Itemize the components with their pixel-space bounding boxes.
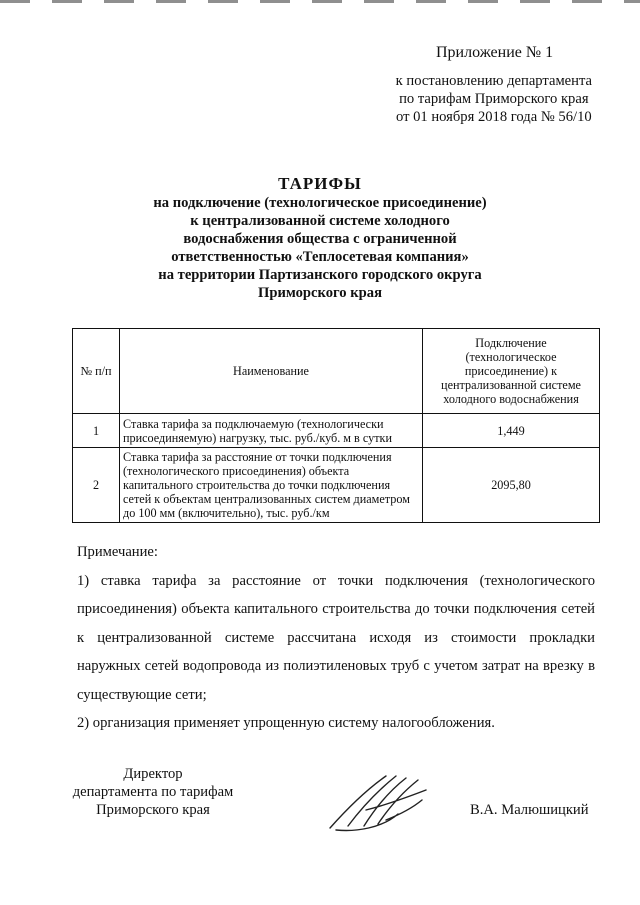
row-num: 2 (73, 448, 120, 523)
row-name: Ставка тарифа за расстояние от точки подключения (технологического присоединения) объекта капитального строительства до точки подключения сетей к объектам централизованных систем диаметром до 100 мм (включительно), тыс. руб./км (120, 448, 423, 523)
row-num: 1 (73, 414, 120, 448)
title-line: на подключение (технологическое присоединение) (153, 195, 487, 211)
header-value (423, 329, 600, 414)
document-title (120, 174, 520, 302)
header-name: Наименование (120, 329, 423, 414)
title-line: Приморского края (258, 285, 382, 301)
annex-label: Приложение № 1 (436, 44, 554, 61)
title-line: водоснабжения общества с ограниченной (183, 231, 457, 247)
title-line: ответственностью «Теплосетевая компания» (171, 249, 469, 265)
decree-line: по тарифам Приморского края (399, 91, 589, 107)
row-value: 2095,80 (423, 448, 600, 523)
notes-heading: Примечание: (77, 544, 158, 560)
title-line: к централизованной системе холодного (190, 213, 450, 229)
row-value: 1,449 (423, 414, 600, 448)
table-row (73, 414, 600, 448)
table-row (73, 448, 600, 523)
position-line: Приморского края (96, 802, 210, 818)
title-main: ТАРИФЫ (278, 174, 362, 193)
decree-line: к постановлению департамента (395, 73, 592, 89)
tariff-table (72, 328, 600, 523)
decree-reference (396, 72, 592, 126)
signatory-position (62, 765, 244, 819)
handwritten-signature (326, 770, 436, 834)
notes-section (77, 538, 595, 738)
position-line: департамента по тарифам (72, 784, 234, 800)
header-num: № п/п (73, 329, 120, 414)
note-item: 2) организация применяет упрощенную систему налогообложения. (77, 715, 495, 731)
position-line: Директор (123, 766, 183, 782)
header-value-text: Подключение (технологическое присоединение) к централизованной системе холодного водоснабжения (441, 336, 581, 406)
scan-edge (0, 0, 640, 3)
table-header-row (73, 329, 600, 414)
note-item: 1) ставка тарифа за расстояние от точки подключения (технологического присоединения) объекта капитального строительства до точки подключения сетей к централизованной системе рассчитана исходя из стоимости прокладки наружных сетей водопровода из полиэтиленовых труб с учетом затрат на врезку в существующие сети; (77, 572, 595, 703)
decree-line: от 01 ноября 2018 года № 56/10 (395, 109, 592, 125)
signatory-name: В.А. Малюшицкий (470, 802, 589, 818)
title-line: на территории Партизанского городского округа (158, 267, 482, 283)
row-name: Ставка тарифа за подключаемую (технологически присоединяемую) нагрузку, тыс. руб./куб. м в сутки (120, 414, 423, 448)
